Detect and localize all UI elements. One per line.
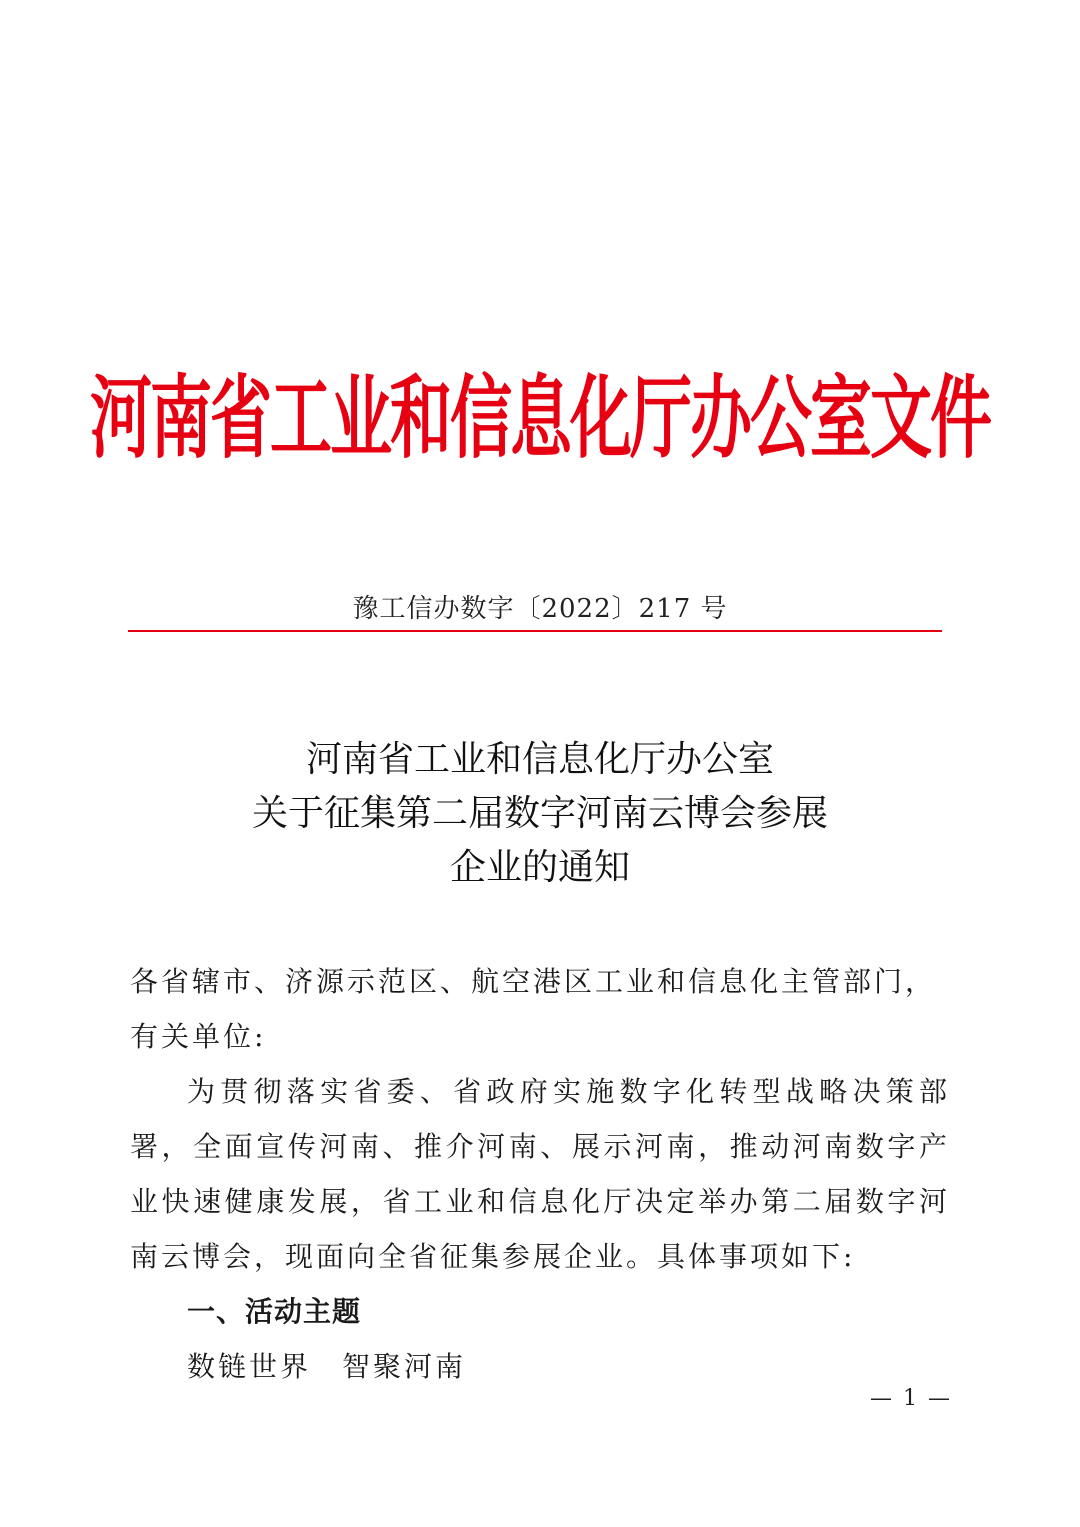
section-heading-theme: 一、活动主题 — [187, 1295, 362, 1328]
document-title — [0, 733, 1080, 895]
page-number: — 1 — — [870, 1386, 952, 1411]
title-line-1: 河南省工业和信息化厅办公室 — [305, 739, 774, 780]
title-line-2: 关于征集第二届数字河南云博会参展 — [251, 793, 828, 834]
section-text-theme: 数链世界 智聚河南 — [187, 1350, 467, 1383]
masthead-title: 河南省工业和信息化厅办公室文件 — [90, 364, 991, 471]
document-body — [130, 954, 950, 1394]
title-line-3: 企业的通知 — [449, 847, 630, 888]
masthead — [90, 340, 991, 480]
intro-paragraph: 为贯彻落实省委、省政府实施数字化转型战略决策部署，全面宣传河南、推介河南、展示河南，推动河南数字产业快速健康发展，省工业和信息化厅决定举办第二届数字河南云博会，现面向全省征集参展企业。具体事项如下: — [130, 1075, 950, 1273]
red-divider-line — [128, 630, 942, 632]
addressee: 各省辖市、济源示范区、航空港区工业和信息化主管部门，有关单位: — [130, 965, 937, 1053]
document-number: 豫工信办数字〔2022〕217 号 — [352, 594, 728, 624]
